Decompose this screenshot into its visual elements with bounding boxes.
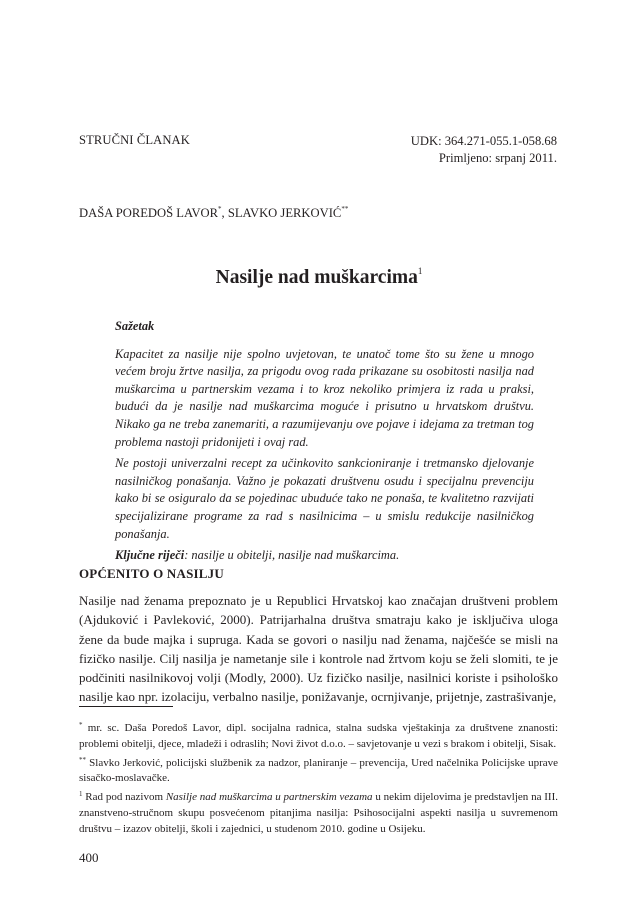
article-meta (411, 133, 557, 167)
authors-line (79, 205, 348, 221)
section-heading: OPĆENITO O NASILJU (79, 566, 224, 581)
title-footnote-mark: 1 (417, 266, 423, 276)
abstract-label: Sažetak (115, 319, 155, 333)
keywords-label: Ključne riječi (115, 548, 185, 563)
author-1-footnote-mark: * (218, 205, 222, 213)
author-2-footnote-mark: ** (341, 205, 349, 213)
page-number: 400 (79, 850, 99, 865)
keywords (115, 547, 534, 565)
section-body (79, 591, 558, 707)
abstract (115, 318, 534, 569)
abstract-paragraph-2: Ne postoji univerzalni recept za učinkovito sankcioniranje i tretmansko djelovanje nasilničkog ponašanja. Važno je pokazati društvenu osudu i specijalnu prevenciju kako bi se osiguralo da se pojedinac ubuduće tako ne ponaša, te kvalitetno razvijati specijalizirane programe za rad s nasilnicima – u smislu redukcije nasilničkog ponašanja. (115, 456, 534, 541)
footnote-divider (79, 706, 173, 707)
footnote-3-title: Nasilje nad muškarcima u partnerskim vezama (165, 791, 373, 804)
footnote-3 (79, 787, 558, 837)
keywords-list: : nasilje u obitelji, nasilje nad muškarcima. (184, 548, 400, 563)
footnote-3-mark: 1 (79, 790, 83, 799)
footnote-2 (79, 753, 558, 788)
footnote-2-text: Slavko Jerković, policijski službenik za nadzor, planiranje – prevencija, Ured načelnika Policijske uprave sisačko-moslavačke. (79, 756, 558, 785)
footnotes (79, 718, 558, 838)
footnote-3-suffix: u nekim dijelovima je predstavljen na III. znanstveno-stručnom skupu posvećenom pitanjima nasilja: Psihosocijalni aspekti nasilja u suvremenom društvu – izazov obitelji, školi i zajednici, u studenom 2010. godine u Osijeku. (79, 791, 558, 835)
author-2: SLAVKO JERKOVIĆ (227, 206, 342, 220)
footnote-1-text: mr. sc. Daša Poredoš Lavor, dipl. socijalna radnica, stalna sudska vještakinja za društvene znanosti: problemi obitelji, djece, mladeži i odraslih; Novi život d.o.o. – savjetovanje u vezi s brakom i obitelji, Sisak. (79, 722, 558, 750)
body-paragraph: Nasilje nad ženama prepoznato je u Republici Hrvatskoj kao značajan društveni problem (Ajduković i Pavleković, 2000). Patrijarhalna društva smatraju kako je isključiva uloga žene da bude majka i supruga. Kada se govori o nasilju nad ženama, najčešće se misli na fizičko nasilje. Cilj nasilja je nametanje sile i kontrole nad žrtvom koju se želi slomiti, te je podčiniti nasilnikovoj volji (Modly, 2000). Uz fizičko nasilje, nasilnici koriste i psihološko nasilje kao npr. izolaciju, verbalno nasilje, ponižavanje, ocrnjivanje, prijetnje, zastrašivanje, (79, 593, 558, 705)
author-1: DAŠA POREDOŠ LAVOR (79, 206, 219, 220)
abstract-paragraph-1: Kapacitet za nasilje nije spolno uvjetovan, te unatoč tome što su žene u mnogo većem broju žrtve nasilja, za prigodu ovog rada prikazane su osobitosti nasilja nad muškarcima u partnerskim vezama i to kroz nekoliko primjera iz rada u praksi, budući da je nasilje nad muškarcima moguće i prisutno u hrvatskom društvu. Nikako ga ne treba zanemariti, a razumijevanju ove pojave i idejama za tretman tog problema nastoji pridonijeti i ovaj rad. (115, 346, 534, 449)
footnote-3-prefix: Rad pod nazivom (82, 791, 166, 804)
footnote-1-mark: * (79, 721, 83, 729)
title-text: Nasilje nad muškarcima (215, 267, 418, 288)
author-separator: , (221, 206, 228, 220)
article-title (0, 266, 638, 289)
udk-code: UDK: 364.271-055.1-058.68 (410, 134, 557, 148)
received-date: Primljeno: srpanj 2011. (438, 151, 557, 165)
footnote-1 (79, 718, 558, 753)
article-category: STRUČNI ČLANAK (79, 133, 190, 147)
footnote-2-mark: ** (79, 755, 86, 764)
